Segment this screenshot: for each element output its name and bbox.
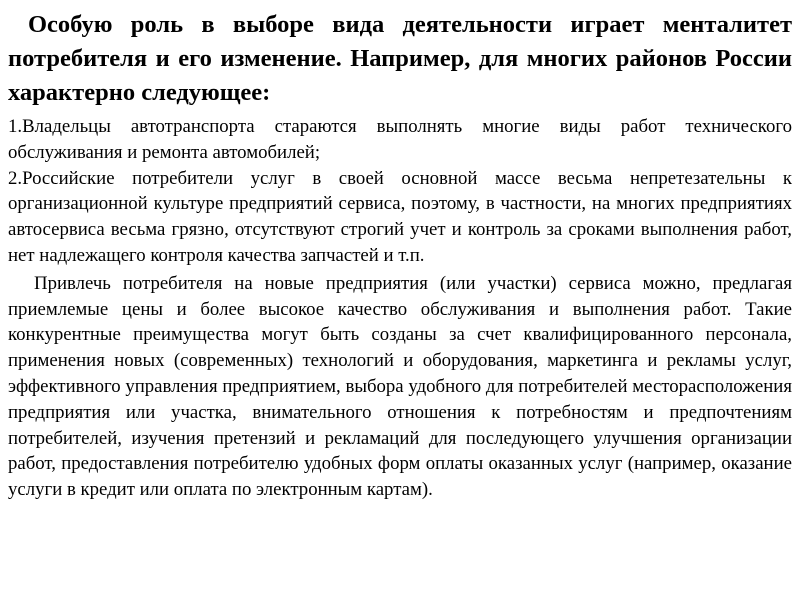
list-item: 1.Владельцы автотранспорта стараются выполнять многие виды работ технического обслуживания и ремонта автомобилей;	[8, 116, 792, 163]
numbered-list	[8, 114, 792, 269]
slide-heading: Особую роль в выборе вида деятельности играет менталитет потребителя и его изменение. Например, для многих районов России характерно следующее:	[8, 11, 792, 106]
body-paragraph: Привлечь потребителя на новые предприятия (или участки) сервиса можно, предлагая приемлемые цены и более высокое качество обслуживания и выполнения работ. Такие конкурентные преимущества могут быть созданы за счет квалифицированного персонала, применения новых (современных) технологий и оборудования, маркетинга и рекламы услуг, эффективного управления предприятием, выбора удобного для потребителей месторасположения предприятия или участка, внимательного отношения к потребностям и предпочтениям потребителей, изучения претензий и рекламаций для последующего улучшения организации работ, предоставления потребителю удобных форм оплаты оказанных услуг (например, оказание услуги в кредит или оплата по электронным картам).	[8, 272, 792, 501]
list-item: 2.Российские потребители услуг в своей основной массе весьма непретезательны к организационной культуре предприятий сервиса, поэтому, в частности, на многих предприятиях автосервиса весьма грязно, отсутствуют строгий учет и контроль за сроками выполнения работ, нет надлежащего контроля качества запчастей и т.п.	[8, 167, 792, 266]
